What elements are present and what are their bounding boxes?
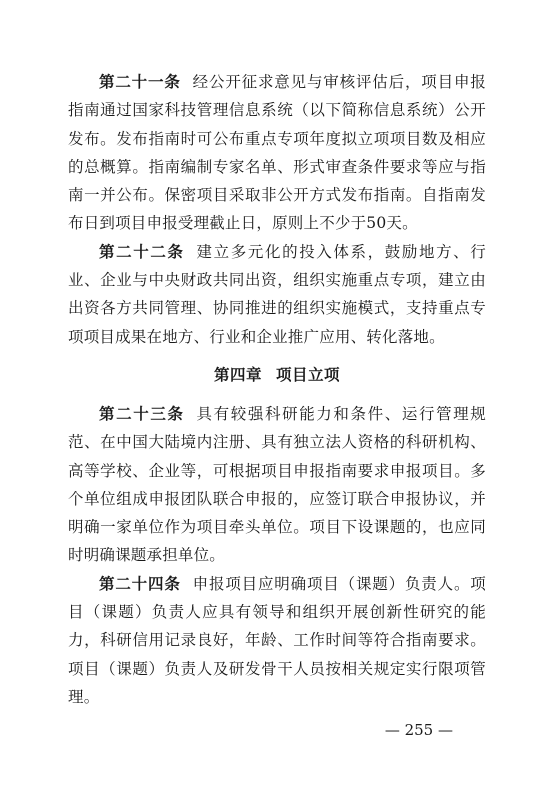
article-24 (68, 570, 486, 711)
document-page (68, 68, 486, 711)
article-text: 建立多元化的投入体系，鼓励地方、行业、企业与中央财政共同出资，组织实施重点专项，建立由出资各方共同管理、协同推进的组织实施模式，支持重点专项项目成果在地方、行业和企业推广应用、转化落地。 (68, 242, 486, 346)
article-title: 第二十四条 (99, 574, 181, 593)
chapter-number: 第四章 (213, 365, 262, 384)
article-text: 申报项目应明确项目（课题）负责人。项目（课题）负责人应具有领导和组织开展创新性研究的能力，科研信用记录良好，年龄、工作时间等符合指南要求。项目（课题）负责人及研发骨干人员按相关规定实行限项管理。 (68, 574, 486, 706)
page-number: — 255 — (384, 721, 453, 739)
article-title: 第二十三条 (99, 404, 185, 423)
article-22 (68, 238, 486, 351)
article-21 (68, 68, 486, 238)
chapter-name: 项目立项 (276, 365, 341, 384)
article-text: 具有较强科研能力和条件、运行管理规范、在中国大陆境内注册、具有独立法人资格的科研机构、高等学校、企业等，可根据项目申报指南要求申报项目。多个单位组成申报团队联合申报的，应签订联合申报协议，并明确一家单位作为项目牵头单位。项目下设课题的，也应同时明确课题承担单位。 (68, 404, 486, 565)
article-title: 第二十二条 (99, 242, 185, 261)
article-text: 经公开征求意见与审核评估后，项目申报指南通过国家科技管理信息系统（以下简称信息系统）公开发布。发布指南时可公布重点专项年度拟立项项目数及相应的总概算。指南编制专家名单、形式审查条件要求等应与指南一并公布。保密项目采取非公开方式发布指南。自指南发布日到项目申报受理截止日，原则上不少于50天。 (68, 73, 486, 233)
chapter-heading (68, 363, 486, 387)
article-title: 第二十一条 (99, 73, 181, 91)
article-23 (68, 400, 486, 570)
